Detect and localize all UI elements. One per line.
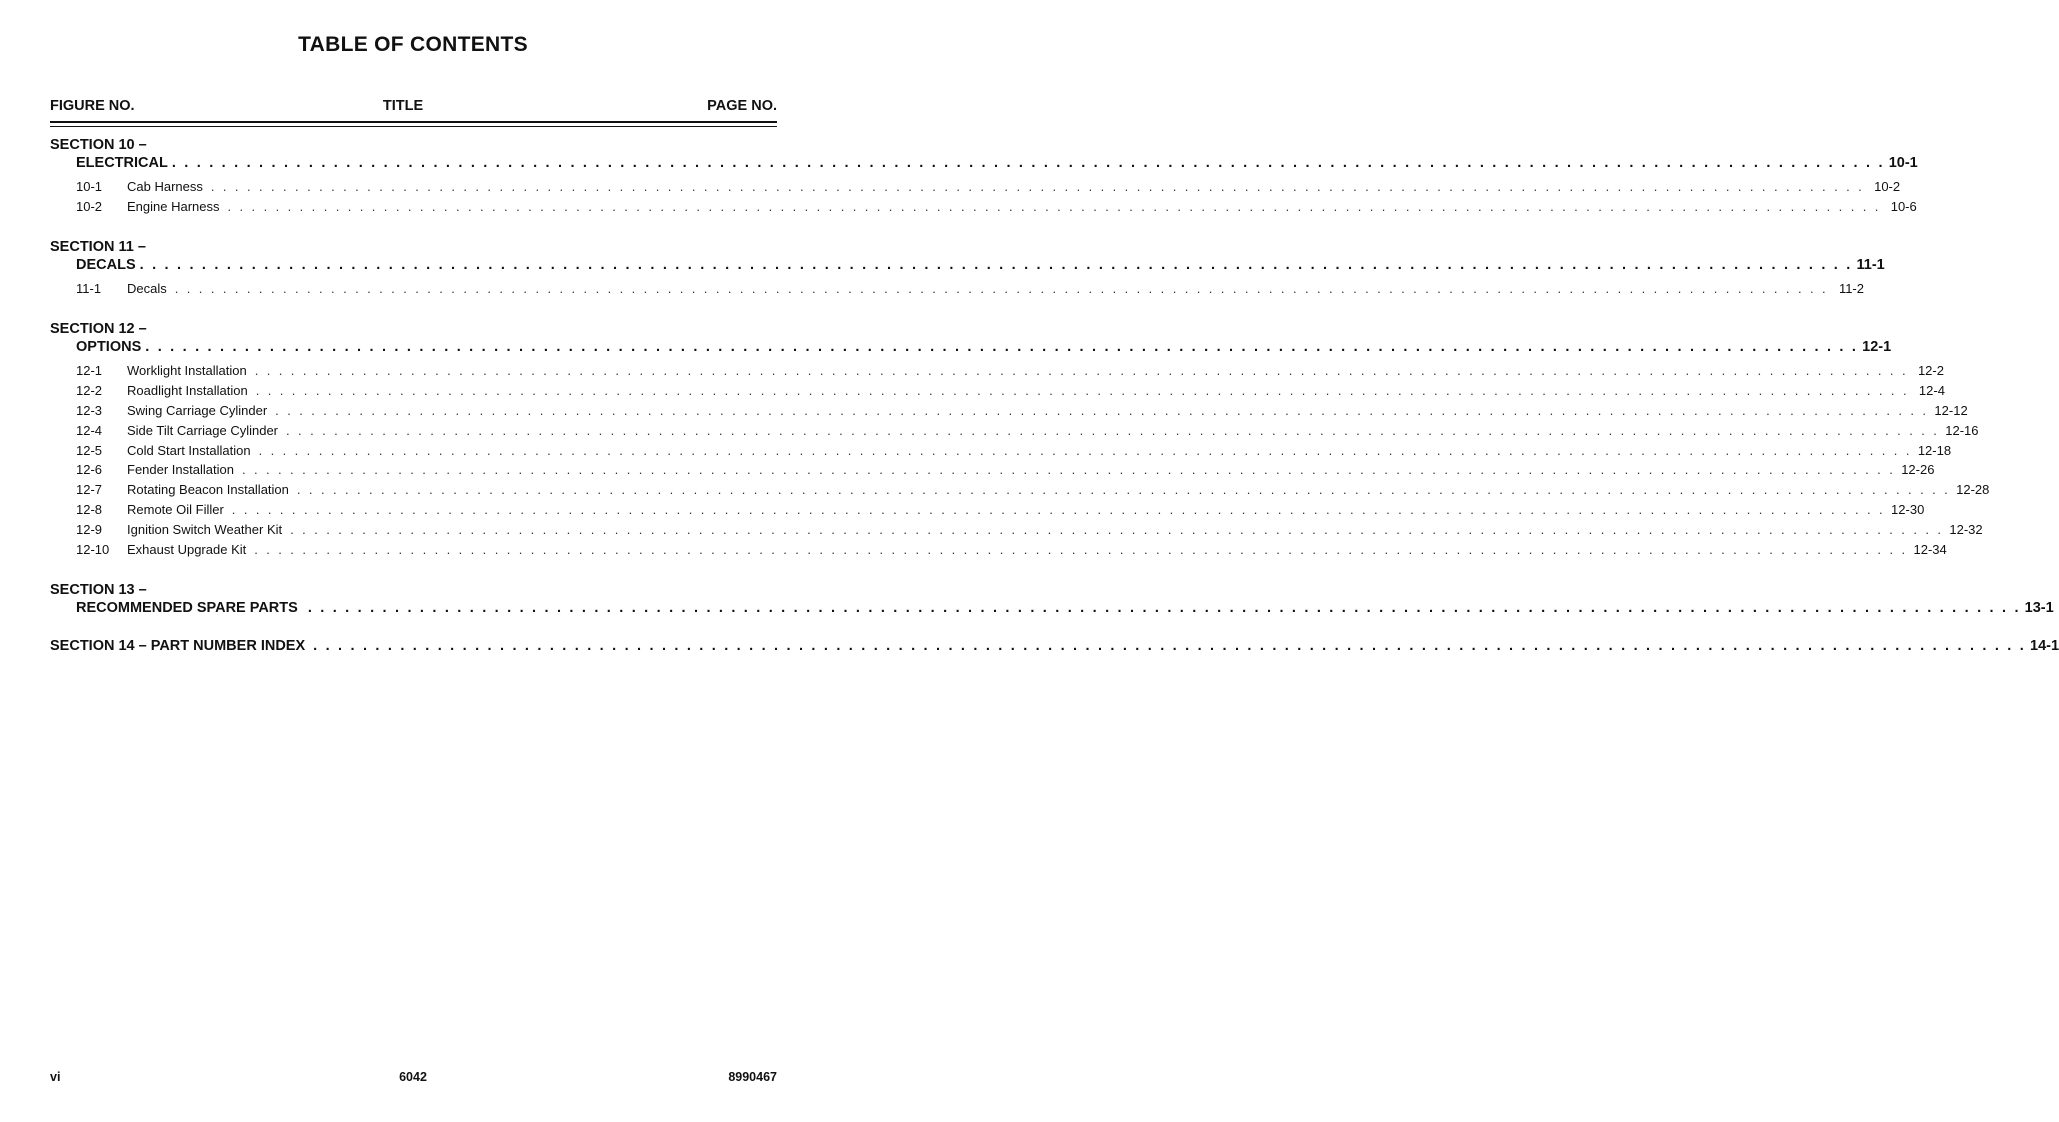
figure-page: 10-6: [1890, 199, 1917, 214]
toc-entry[interactable]: [76, 423, 1979, 438]
figure-number: 12-6: [76, 462, 103, 477]
figure-number: 12-9: [76, 522, 103, 537]
header-rule-thick: [50, 121, 777, 123]
section-title: ELECTRICAL: [76, 155, 168, 171]
figure-title: Roadlight Installation: [127, 383, 248, 398]
figure-title: Ignition Switch Weather Kit: [127, 522, 283, 537]
section-12-heading: SECTION 12 –: [50, 321, 147, 337]
leader-dots: . . . . . . . . . . . . . . . . . . . . . . . . . . . . . . . . . . . . . . . . . . . . . . . . . . . . . . . . . . . . . . . . . . . . . . . . . . . . . . . . . . . . . . . . . . . . . . . . . . . . . . . . . . . . . . . . . . . . . . . . . . . . . . . . . . . . . . . . . .: [275, 403, 1929, 418]
footer-part-number: 8990467: [728, 1070, 777, 1084]
figure-number: 12-7: [76, 482, 103, 497]
footer-model: 6042: [399, 1070, 427, 1084]
toc-entry[interactable]: [76, 443, 1952, 458]
leader-dots: . . . . . . . . . . . . . . . . . . . . . . . . . . . . . . . . . . . . . . . . . . . . . . . . . . . . . . . . . . . . . . . . . . . . . . . . . . . . . . . . . . . . . . . . . . . . . . . . . . . . . . . . . . . . . . . . . . . . . . . . . . . . . . . . . . . . . . . . . .: [290, 522, 1944, 537]
figure-number: 12-10: [76, 542, 110, 557]
figure-page: 12-16: [1945, 423, 1979, 438]
toc-entry[interactable]: [76, 383, 1945, 398]
section-page: 13-1: [2024, 600, 2054, 616]
section-10-line[interactable]: [76, 155, 1918, 171]
figure-title: Cold Start Installation: [127, 443, 251, 458]
toc-entry[interactable]: [76, 363, 1944, 378]
figure-title: Swing Carriage Cylinder: [127, 403, 268, 418]
toc-entry[interactable]: [76, 281, 1864, 296]
column-header-figure: FIGURE NO.: [50, 98, 135, 114]
leader-dots: . . . . . . . . . . . . . . . . . . . . . . . . . . . . . . . . . . . . . . . . . . . . . . . . . . . . . . . . . . . . . . . . . . . . . . . . . . . . . . . . . . . . . . . . . . . . . . . . . . . . . . . . . . . . . . . . . . . . . . . . . . . . . . . . . . . . . . . . . .: [145, 339, 1859, 355]
figure-title: Cab Harness: [127, 179, 203, 194]
figure-number: 12-5: [76, 443, 103, 458]
section-13-heading: SECTION 13 –: [50, 582, 147, 598]
figure-page: 12-28: [1956, 482, 1990, 497]
figure-page: 12-2: [1917, 363, 1944, 378]
figure-page: 10-2: [1874, 179, 1901, 194]
figure-page: 12-4: [1918, 383, 1945, 398]
section-title: SECTION 14 – PART NUMBER INDEX: [50, 638, 306, 654]
figure-number: 10-2: [76, 199, 103, 214]
figure-number: 12-4: [76, 423, 103, 438]
toc-entry[interactable]: [76, 179, 1901, 194]
figure-number: 12-1: [76, 363, 103, 378]
section-11-line[interactable]: [76, 257, 1885, 273]
figure-page: 12-34: [1913, 542, 1947, 557]
leader-dots: . . . . . . . . . . . . . . . . . . . . . . . . . . . . . . . . . . . . . . . . . . . . . . . . . . . . . . . . . . . . . . . . . . . . . . . . . . . . . . . . . . . . . . . . . . . . . . . . . . . . . . . . . . . . . . . . . . . . . . . . . . . . . . . . . . . . . . . . . .: [210, 179, 1865, 194]
toc-entry[interactable]: [76, 502, 1925, 517]
figure-page: 12-12: [1934, 403, 1968, 418]
leader-dots: . . . . . . . . . . . . . . . . . . . . . . . . . . . . . . . . . . . . . . . . . . . . . . . . . . . . . . . . . . . . . . . . . . . . . . . . . . . . . . . . . . . . . . . . . . . . . . . . . . . . . . . . . . . . . . . . . . . . . . . . . . . . . . . . . . . . . . . . . .: [227, 199, 1881, 214]
leader-dots: . . . . . . . . . . . . . . . . . . . . . . . . . . . . . . . . . . . . . . . . . . . . . . . . . . . . . . . . . . . . . . . . . . . . . . . . . . . . . . . . . . . . . . . . . . . . . . . . . . . . . . . . . . . . . . . . . . . . . . . . . . . . . . . . . . . . . . . . . .: [241, 462, 1896, 477]
leader-dots: . . . . . . . . . . . . . . . . . . . . . . . . . . . . . . . . . . . . . . . . . . . . . . . . . . . . . . . . . . . . . . . . . . . . . . . . . . . . . . . . . . . . . . . . . . . . . . . . . . . . . . . . . . . . . . . . . . . . . . . . . . . . . . . . . . . . . . . . . .: [174, 281, 1828, 296]
leader-dots: . . . . . . . . . . . . . . . . . . . . . . . . . . . . . . . . . . . . . . . . . . . . . . . . . . . . . . . . . . . . . . . . . . . . . . . . . . . . . . . . . . . . . . . . . . . . . . . . . . . . . . . . . . . . . . . . . . . . . . . . . . . . . . . . . . . . . . . . . .: [171, 155, 1885, 171]
section-11-heading: SECTION 11 –: [50, 239, 146, 255]
figure-number: 11-1: [76, 281, 102, 296]
figure-page: 11-2: [1838, 281, 1864, 296]
figure-page: 12-18: [1917, 443, 1952, 458]
page-title: TABLE OF CONTENTS: [298, 33, 528, 56]
leader-dots: . . . . . . . . . . . . . . . . . . . . . . . . . . . . . . . . . . . . . . . . . . . . . . . . . . . . . . . . . . . . . . . . . . . . . . . . . . . . . . . . . . . . . . . . . . . . . . . . . . . . . . . . . . . . . . . . . . . . . . . . . . . . . . . . . . . . . . . . . .: [254, 542, 1908, 557]
section-13-line[interactable]: [76, 600, 2054, 616]
toc-entry[interactable]: [76, 542, 1947, 557]
leader-dots: . . . . . . . . . . . . . . . . . . . . . . . . . . . . . . . . . . . . . . . . . . . . . . . . . . . . . . . . . . . . . . . . . . . . . . . . . . . . . . . . . . . . . . . . . . . . . . . . . . . . . . . . . . . . . . . . . . . . . . . . . . . . . . . . . . . . . . . . . .: [254, 363, 1908, 378]
section-14-line[interactable]: [50, 638, 2059, 654]
figure-number: 12-8: [76, 502, 103, 517]
figure-number: 12-3: [76, 403, 103, 418]
column-header-title: TITLE: [382, 98, 424, 114]
leader-dots: . . . . . . . . . . . . . . . . . . . . . . . . . . . . . . . . . . . . . . . . . . . . . . . . . . . . . . . . . . . . . . . . . . . . . . . . . . . . . . . . . . . . . . . . . . . . . . . . . . . . . . . . . . . . . . . . . . . . . . . . . . . . . . . . . . . . . . . . . .: [307, 600, 2021, 616]
figure-title: Exhaust Upgrade Kit: [127, 542, 247, 557]
figure-title: Rotating Beacon Installation: [127, 482, 289, 497]
figure-title: Worklight Installation: [127, 363, 247, 378]
section-10-heading: SECTION 10 –: [50, 137, 147, 153]
section-title: OPTIONS: [76, 339, 142, 355]
section-page: 11-1: [1856, 257, 1885, 273]
figure-number: 10-1: [76, 179, 103, 194]
figure-title: Decals: [127, 281, 167, 296]
figure-title: Engine Harness: [127, 199, 220, 214]
toc-entry[interactable]: [76, 462, 1935, 477]
figure-page: 12-30: [1891, 502, 1925, 517]
toc-entry[interactable]: [76, 403, 1968, 418]
leader-dots: . . . . . . . . . . . . . . . . . . . . . . . . . . . . . . . . . . . . . . . . . . . . . . . . . . . . . . . . . . . . . . . . . . . . . . . . . . . . . . . . . . . . . . . . . . . . . . . . . . . . . . . . . . . . . . . . . . . . . . . . . . . . . . . . . . . . . . . . . .: [313, 638, 2026, 654]
leader-dots: . . . . . . . . . . . . . . . . . . . . . . . . . . . . . . . . . . . . . . . . . . . . . . . . . . . . . . . . . . . . . . . . . . . . . . . . . . . . . . . . . . . . . . . . . . . . . . . . . . . . . . . . . . . . . . . . . . . . . . . . . . . . . . . . . . . . . . . . . .: [255, 383, 1909, 398]
figure-title: Side Tilt Carriage Cylinder: [127, 423, 279, 438]
column-header-page: PAGE NO.: [707, 98, 777, 114]
section-12-line[interactable]: [76, 339, 1892, 355]
figure-title: Fender Installation: [127, 462, 234, 477]
figure-page: 12-26: [1901, 462, 1935, 477]
figure-number: 12-2: [76, 383, 103, 398]
leader-dots: . . . . . . . . . . . . . . . . . . . . . . . . . . . . . . . . . . . . . . . . . . . . . . . . . . . . . . . . . . . . . . . . . . . . . . . . . . . . . . . . . . . . . . . . . . . . . . . . . . . . . . . . . . . . . . . . . . . . . . . . . . . . . . . . . . . . . . . . . .: [231, 502, 1886, 517]
footer-page-number: vi: [50, 1070, 61, 1084]
toc-entry[interactable]: [76, 522, 1983, 537]
section-page: 12-1: [1862, 339, 1892, 355]
leader-dots: . . . . . . . . . . . . . . . . . . . . . . . . . . . . . . . . . . . . . . . . . . . . . . . . . . . . . . . . . . . . . . . . . . . . . . . . . . . . . . . . . . . . . . . . . . . . . . . . . . . . . . . . . . . . . . . . . . . . . . . . . . . . . . . . . . . . . . . . . .: [258, 443, 1912, 458]
figure-page: 12-32: [1949, 522, 1983, 537]
section-title: RECOMMENDED SPARE PARTS: [76, 600, 298, 616]
leader-dots: . . . . . . . . . . . . . . . . . . . . . . . . . . . . . . . . . . . . . . . . . . . . . . . . . . . . . . . . . . . . . . . . . . . . . . . . . . . . . . . . . . . . . . . . . . . . . . . . . . . . . . . . . . . . . . . . . . . . . . . . . . . . . . . . . . . . . . . . . .: [286, 423, 1940, 438]
toc-entry[interactable]: [76, 199, 1917, 214]
toc-entry[interactable]: [76, 482, 1990, 497]
header-rule-thin: [50, 126, 777, 127]
section-page: 14-1: [2030, 638, 2059, 654]
section-title: DECALS: [76, 257, 136, 273]
figure-title: Remote Oil Filler: [127, 502, 224, 517]
section-page: 10-1: [1888, 155, 1918, 171]
leader-dots: . . . . . . . . . . . . . . . . . . . . . . . . . . . . . . . . . . . . . . . . . . . . . . . . . . . . . . . . . . . . . . . . . . . . . . . . . . . . . . . . . . . . . . . . . . . . . . . . . . . . . . . . . . . . . . . . . . . . . . . . . . . . . . . . . . . . . . . . . .: [139, 257, 1853, 273]
leader-dots: . . . . . . . . . . . . . . . . . . . . . . . . . . . . . . . . . . . . . . . . . . . . . . . . . . . . . . . . . . . . . . . . . . . . . . . . . . . . . . . . . . . . . . . . . . . . . . . . . . . . . . . . . . . . . . . . . . . . . . . . . . . . . . . . . . . . . . . . . .: [296, 482, 1951, 497]
